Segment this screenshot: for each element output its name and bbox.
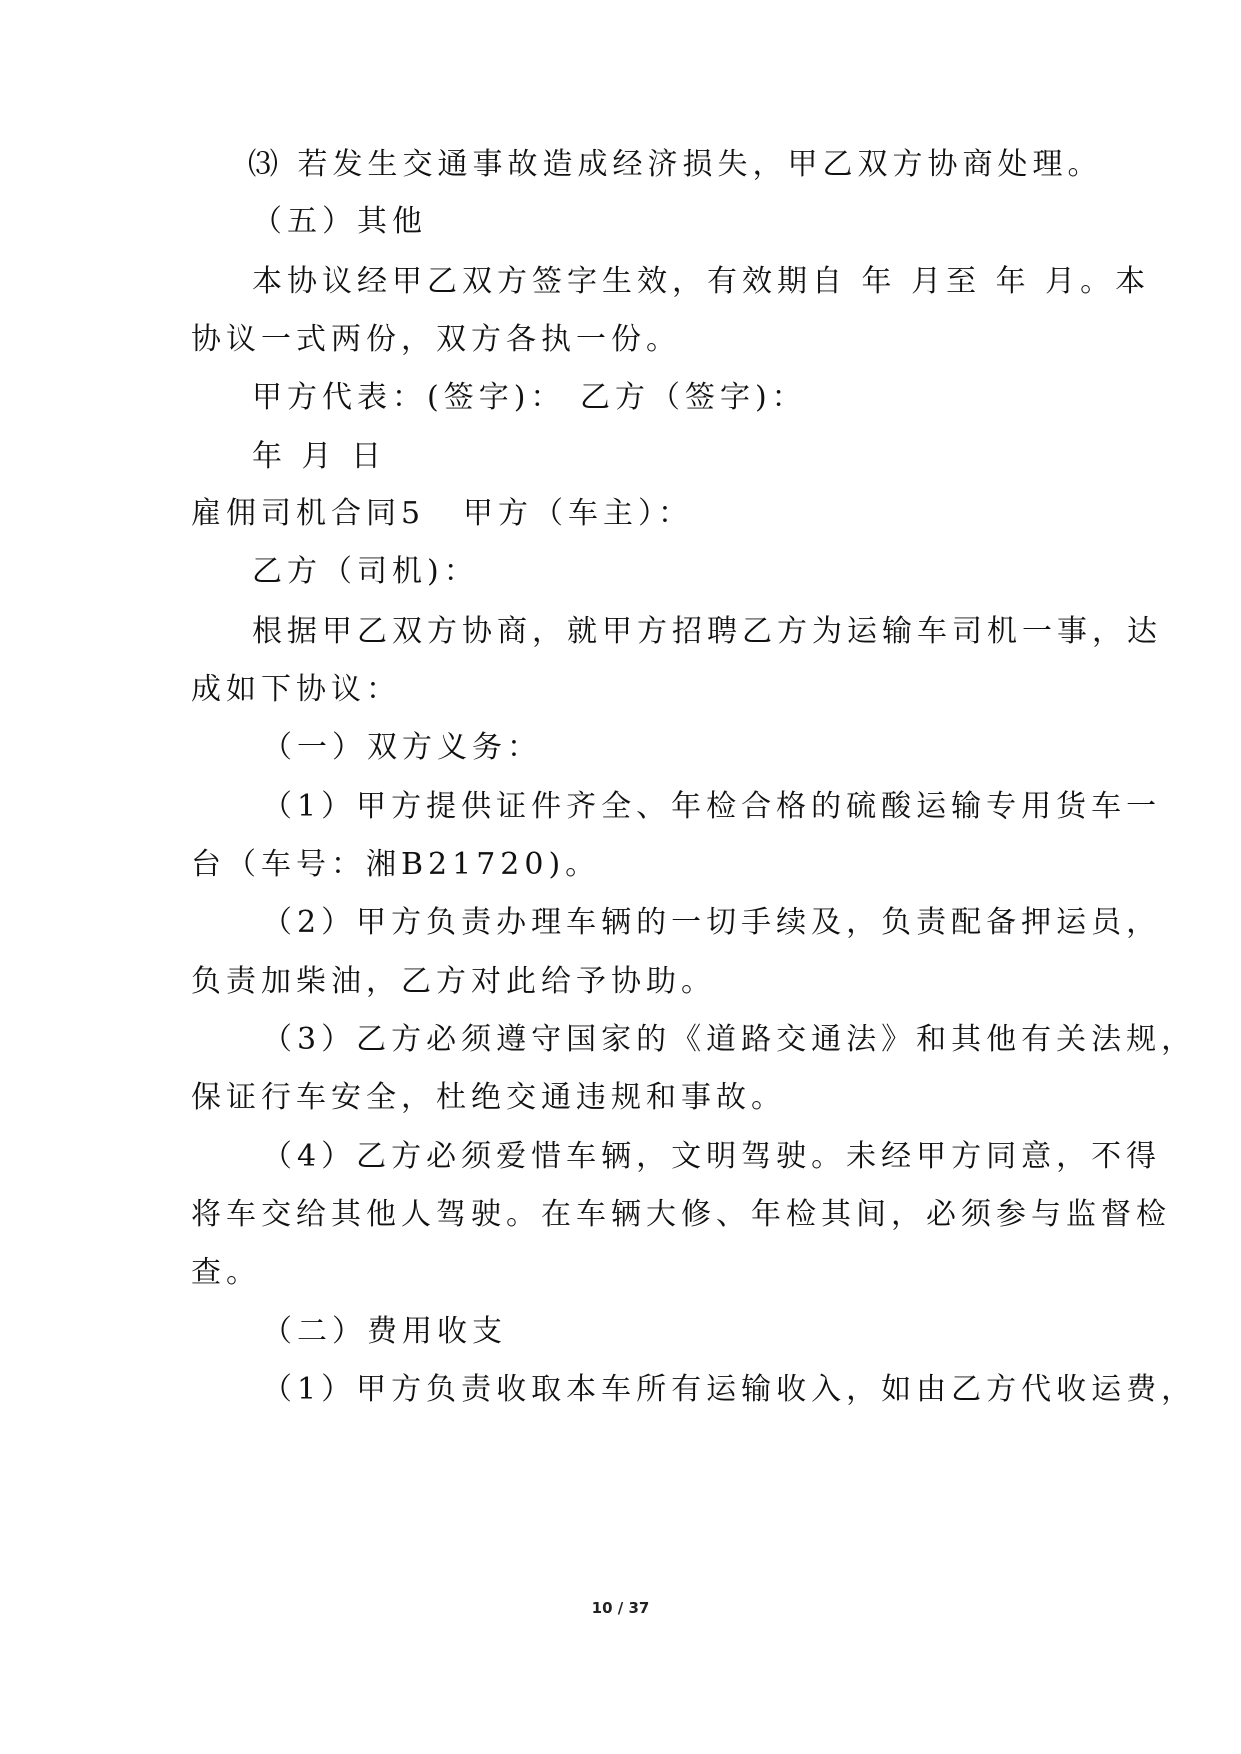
- contract-title: 雇佣司机合同5: [191, 496, 426, 531]
- validity-line-2: 协议一式两份，双方各执一份。: [191, 322, 681, 357]
- date-line: 年 月 日: [252, 439, 387, 474]
- party-a-label: 甲方（车主）：: [463, 496, 693, 531]
- section-5-heading: （五）其他: [252, 204, 427, 239]
- section-1-heading: （一）双方义务：: [262, 730, 542, 765]
- validity-line-1: 本协议经甲乙双方签字生效，有效期自 年 月至 年 月。本: [252, 264, 1151, 299]
- clause-1-2-line-2: 负责加柴油，乙方对此给予协助。: [191, 964, 716, 999]
- page-number: 10 / 37: [591, 1599, 650, 1617]
- clause-1-4-line-2: 将车交给其他人驾驶。在车辆大修、年检其间，必须参与监督检: [191, 1197, 1171, 1232]
- clause-5-3-line: ⑶ 若发生交通事故造成经济损失，甲乙双方协商处理。: [248, 147, 1103, 182]
- preamble-line-1: 根据甲乙双方协商，就甲方招聘乙方为运输车司机一事，达: [252, 614, 1162, 649]
- clause-1-1-line-2: 台（车号：湘B21720)。: [191, 847, 601, 882]
- clause-1-1-line-1: （1）甲方提供证件齐全、年检合格的硫酸运输专用货车一: [262, 789, 1162, 824]
- section-2-heading: （二）费用收支: [262, 1314, 507, 1349]
- clause-1-3-line-1: （3）乙方必须遵守国家的《道路交通法》和其他有关法规，: [262, 1022, 1197, 1057]
- signature-line: 甲方代表：(签字)： 乙方（签字)：: [252, 380, 807, 415]
- party-b-label: 乙方（司机)：: [252, 554, 479, 589]
- clause-2-1-line-1: （1）甲方负责收取本车所有运输收入，如由乙方代收运费，: [262, 1372, 1197, 1407]
- clause-1-4-line-1: （4）乙方必须爱惜车辆，文明驾驶。未经甲方同意，不得: [262, 1139, 1162, 1174]
- clause-1-3-line-2: 保证行车安全，杜绝交通违规和事故。: [191, 1080, 786, 1115]
- preamble-line-2: 成如下协议：: [191, 672, 401, 707]
- clause-1-4-line-3: 查。: [191, 1255, 261, 1290]
- clause-1-2-line-1: （2）甲方负责办理车辆的一切手续及，负责配备押运员，: [262, 905, 1162, 940]
